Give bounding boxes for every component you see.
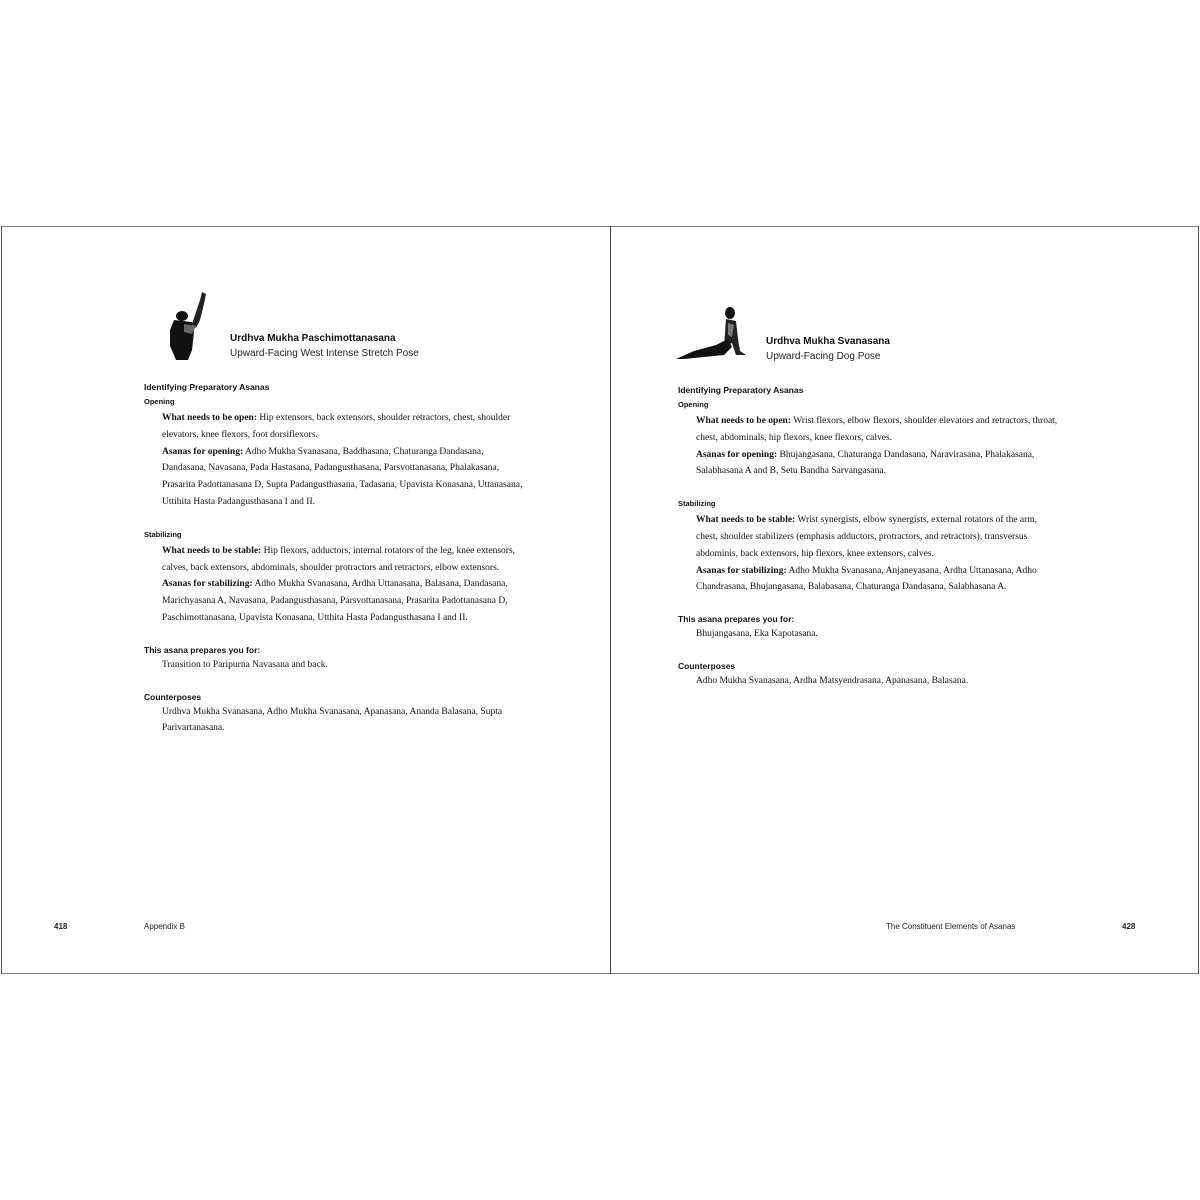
stabilizing-paragraph: What needs to be stable: Wrist synergists, elbow synergists, external rotators of the arm, chest, shoulder stabilizers (emphasis adductors, protractors, and retractors), transversus abdominis, back extensors, hip flexors, knee extensors, calves. Asanas for stabilizing: Adho Mukha Svanasana, Anjaneyasana, Ardha Uttanasana, Adho Chandrasana, Bhujangasana, Balabasana, Chaturanga Dandasana, Salabhasana A. <box>696 515 1038 593</box>
stabilizing-paragraph: What needs to be stable: Hip flexors, adductors, internal rotators of the leg, knee extensors, calves, back extensors, abdominals, shoulder protractors and retractors, elbow extensors. Asanas for stabilizing: Adho Mukha Svanasana, Ardha Uttanasana, Balasana, Dandasana, Marichyasana A, Navasana, Padangusthasana, Parsvottanasana, Prasarita Padottanasana D, Paschimottanasana, Upavista Konasana, Utthita Hasta Padangusthasana I and II. <box>162 545 516 623</box>
section-title: Identifying Preparatory Asanas <box>678 385 804 395</box>
pose-english-name: Upward-Facing Dog Pose <box>766 351 881 362</box>
asanas-stabilizing-label: Asanas for stabilizing: <box>162 579 253 590</box>
yoga-figure-seated-leg-raise-icon <box>162 290 212 362</box>
asanas-stabilizing-label: Asanas for stabilizing: <box>696 565 787 576</box>
asanas-opening-label: Asanas for opening: <box>162 446 244 457</box>
counterposes-heading: Counterposes <box>144 691 202 702</box>
subsection-stabilizing: Stabilizing <box>144 529 182 539</box>
page-number-right: 428 <box>1122 922 1136 931</box>
section-title: Identifying Preparatory Asanas <box>144 382 270 392</box>
pose-header <box>678 305 1058 375</box>
prepares-heading: This asana prepares you for: <box>678 614 795 625</box>
subsection-stabilizing: Stabilizing <box>678 499 716 509</box>
pose-name: Urdhva Mukha Paschimottanasana <box>230 333 396 344</box>
page-body <box>144 380 524 737</box>
needs-stable-label: What needs to be stable: <box>162 545 262 556</box>
needs-open-label: What needs to be open: <box>696 416 792 426</box>
opening-paragraph: What needs to be open: Wrist flexors, elbow flexors, shoulder elevators and retractors, throat, chest, abdominals, hip flexors, knee flexors, calves. Asanas for opening: Bhujangasana, Chaturanga Dandasana, Naravirasana, Phalakasana, Salabhasana A and B, Setu Bandha Sarvangasana. <box>696 416 1058 477</box>
prepares-heading: This asana prepares you for: <box>144 644 261 655</box>
counterposes-text: Adho Mukha Svanasana, Ardha Matsyendrasana, Apanasana, Balasana. <box>696 675 969 686</box>
needs-open-label: What needs to be open: <box>162 413 258 423</box>
needs-stable-label: What needs to be stable: <box>696 515 796 526</box>
asanas-opening-label: Asanas for opening: <box>696 449 778 460</box>
pose-english-name: Upward-Facing West Intense Stretch Pose <box>230 348 419 359</box>
counterposes-text: Urdhva Mukha Svanasana, Adho Mukha Svanasana, Apanasana, Ananda Balasana, Supta Parivartanasana. <box>162 706 503 734</box>
pose-name: Urdhva Mukha Svanasana <box>766 336 890 347</box>
subsection-opening: Opening <box>144 397 175 406</box>
page-gutter-divider <box>610 226 611 974</box>
counterposes-heading: Counterposes <box>678 660 736 671</box>
opening-paragraph: What needs to be open: Hip extensors, back extensors, shoulder retractors, chest, shoulder elevators, knee flexors, foot dorsiflexors. Asanas for opening: Adho Mukha Svanasana, Baddhasana, Chaturanga Dandasana, Dandasana, Navasana, Pada Hastasana, Padangusthasana, Parsvottanasana, Phalakasana, Prasarita Padottanasana D, Supta Padangusthasana, Tadasana, Upavista Konasana, Uttanasana, Uttihita Hasta Padangusthasana I and II. <box>162 413 523 507</box>
running-head-right: The Constituent Elements of Asanas <box>886 922 1016 931</box>
running-head-left: Appendix B <box>144 922 185 931</box>
page-number-left: 418 <box>54 922 68 931</box>
prepares-text: Transition to Paripurna Navasana and back. <box>162 659 328 670</box>
pose-header <box>144 290 524 360</box>
yoga-figure-upward-dog-icon <box>674 305 752 361</box>
prepares-text: Bhujangasana, Eka Kapotasana. <box>696 629 818 640</box>
subsection-opening: Opening <box>678 400 709 409</box>
page-body <box>678 383 1058 690</box>
